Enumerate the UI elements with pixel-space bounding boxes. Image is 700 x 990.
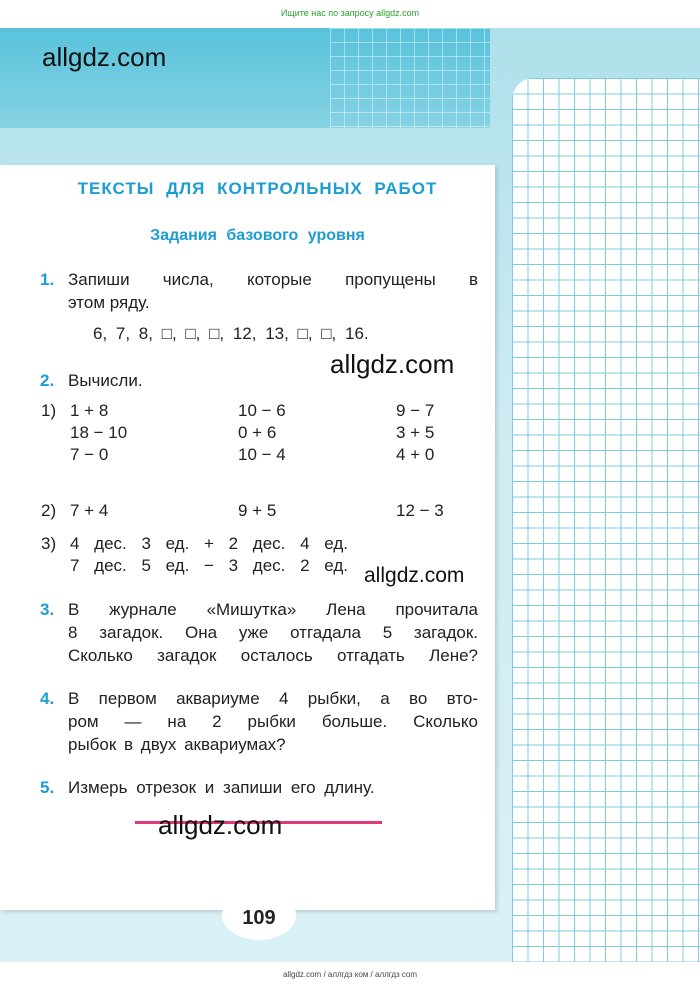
watermark-4: allgdz.com — [158, 810, 283, 840]
page-number: 109 — [222, 890, 296, 940]
task-3-line-1: В журнале «Мишутка» Лена прочитала — [68, 600, 478, 619]
footer-links[interactable]: allgdz.com / аллгдз ком / аллгдз com — [282, 970, 418, 979]
task-3-line-2: 8 загадок. Она уже отгадала 5 загадок. — [68, 623, 478, 642]
task-3-line-3: Сколько загадок осталось отгадать Лене? — [68, 646, 478, 665]
task-1-line-1: Запиши числа, которые пропущены в — [68, 270, 478, 289]
task-3-number: 3. — [40, 600, 55, 619]
watermark-1: allgdz.com — [42, 42, 167, 72]
expr-p2-1: 7 + 4 — [70, 501, 109, 520]
task-5-line-1: Измерь отрезок и запиши его длину. — [68, 778, 375, 797]
graph-paper-margin — [512, 78, 700, 962]
expr-c2-r1: 10 − 6 — [238, 401, 286, 420]
task-1-number: 1. — [40, 270, 55, 289]
expr-c2-r3: 10 − 4 — [238, 445, 286, 464]
task-2-number: 2. — [40, 371, 55, 390]
task-2-text: Вычисли. — [68, 371, 143, 390]
expr-c2-r2: 0 + 6 — [238, 423, 277, 442]
expr-c1-r2: 18 − 10 — [70, 423, 128, 442]
top-link[interactable]: Ищите нас по запросу allgdz.com — [280, 8, 420, 18]
expr-p3-2: 7 дес. 5 ед. − 3 дес. 2 ед. — [70, 556, 348, 575]
task-1-line-2: этом ряду. — [68, 293, 150, 312]
expr-p2-3: 12 − 3 — [396, 501, 444, 520]
task-1-sequence: 6, 7, 8, □, □, □, 12, 13, □, □, 16. — [93, 324, 369, 343]
expr-c3-r1: 9 − 7 — [396, 401, 435, 420]
banner-grid-decoration — [330, 28, 490, 128]
section-subtitle: Задания базового уровня — [150, 227, 365, 244]
task-4-line-1: В первом аквариуме 4 рыбки, а во вто- — [68, 689, 478, 708]
expr-c3-r2: 3 + 5 — [396, 423, 435, 442]
task-2-part-3-label: 3) — [41, 534, 57, 553]
task-2-part-2-label: 2) — [41, 501, 57, 520]
expr-c1-r3: 7 − 0 — [70, 445, 109, 464]
task-4-number: 4. — [40, 689, 55, 708]
expr-p2-2: 9 + 5 — [238, 501, 277, 520]
task-5-number: 5. — [40, 778, 55, 797]
watermark-2: allgdz.com — [330, 349, 455, 379]
expr-c3-r3: 4 + 0 — [396, 445, 435, 464]
expr-p3-1: 4 дес. 3 ед. + 2 дес. 4 ед. — [70, 534, 348, 553]
watermark-3: allgdz.com — [364, 564, 465, 587]
task-4-line-2: ром — на 2 рыбки больше. Сколько — [68, 712, 478, 731]
expr-c1-r1: 1 + 8 — [70, 401, 109, 420]
task-4-line-3: рыбок в двух аквариумах? — [68, 735, 286, 754]
page-title: ТЕКСТЫ ДЛЯ КОНТРОЛЬНЫХ РАБОТ — [77, 179, 438, 198]
task-2-part-1-label: 1) — [41, 401, 57, 420]
